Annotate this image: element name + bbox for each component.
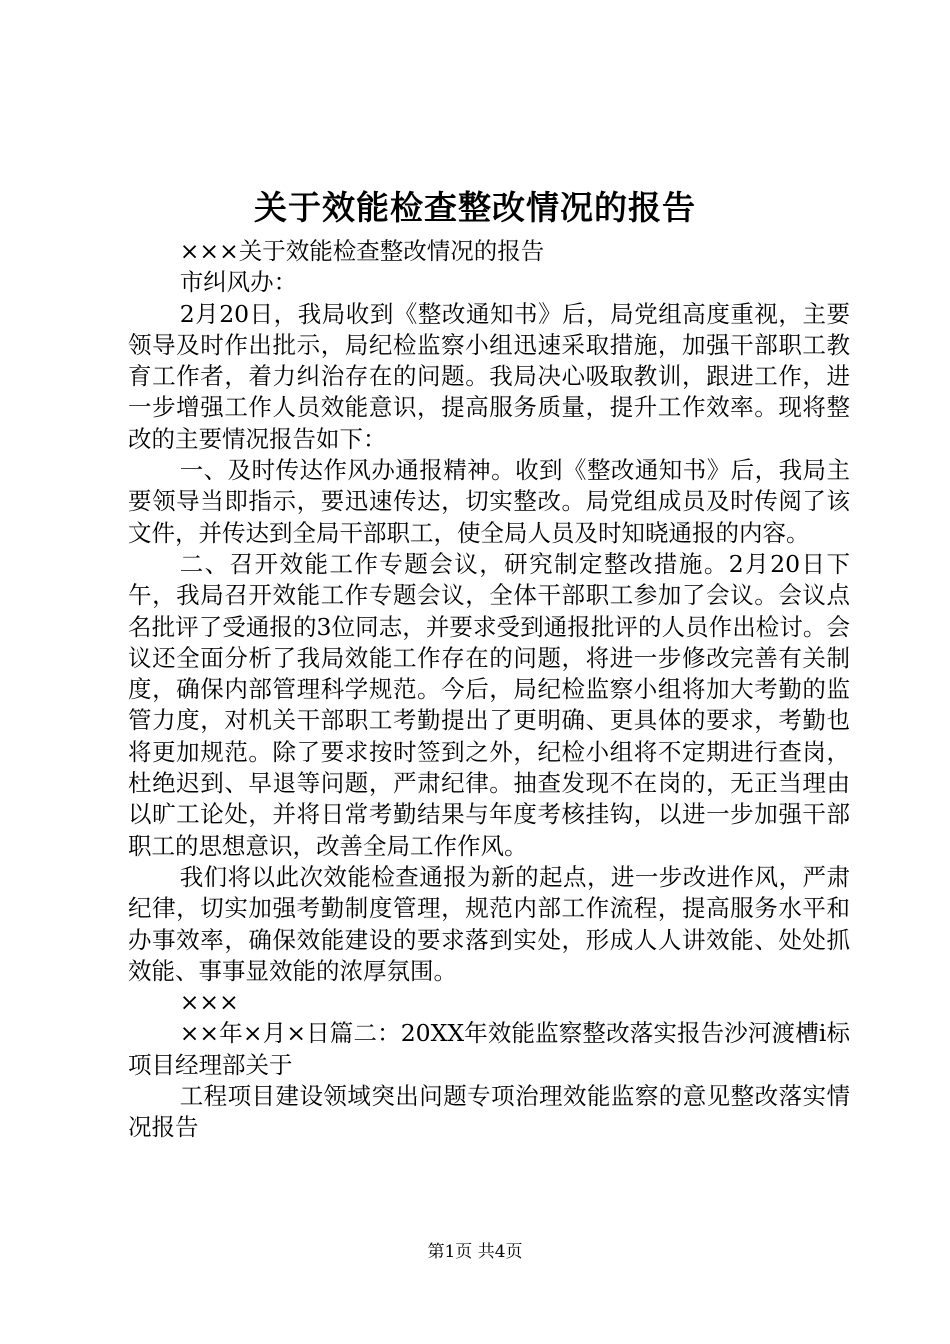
paragraph-signature: ××× bbox=[179, 988, 239, 1017]
paragraph-conclusion: 我们将以此次效能检查通报为新的起点，进一步改进作风，严肃纪律，切实加强考勤制度管理，规范内部工作流程，提高服务水平和办事效率，确保效能建设的要求落到实处，形成人人讲效能、处处抓效能、事事显效能的浓厚氛围。 bbox=[128, 862, 850, 985]
paragraph-part-two-title: 工程项目建设领域突出问题专项治理效能监察的意见整改落实情况报告 bbox=[128, 1082, 850, 1142]
page-indicator: 第1页 共4页 bbox=[427, 1242, 523, 1262]
paragraph-date-and-part-two: ××年×月×日篇二：20XX年效能监察整改落实报告沙河渡槽i标项目经理部关于 bbox=[128, 1019, 850, 1079]
paragraph-section-one: 一、及时传达作风办通报精神。收到《整改通知书》后，我局主要领导当即指示，要迅速传达，切实整改。局党组成员及时传阅了该文件，并传达到全局干部职工，使全局人员及时知晓通报的内容。 bbox=[128, 456, 850, 547]
document-body bbox=[128, 236, 850, 1144]
paragraph-intro: 2月20日，我局收到《整改通知书》后，局党组高度重视，主要领导及时作出批示，局纪检监察小组迅速采取措施，加强干部职工教育工作者，着力纠治存在的问题。我局决心吸取教训，跟进工作，进一步增强工作人员效能意识，提高服务质量，提升工作效率。现将整改的主要情况报告如下： bbox=[128, 299, 850, 453]
paragraph-section-two: 二、召开效能工作专题会议，研究制定整改措施。2月20日下午，我局召开效能工作专题会议，全体干部职工参加了会议。会议点名批评了受通报的3位同志，并要求受到通报批评的人员作出检讨。会议还全面分析了我局效能工作存在的问题，将进一步修改完善有关制度，确保内部管理科学规范。今后，局纪检监察小组将加大考勤的监管力度，对机关干部职工考勤提出了更明确、更具体的要求，考勤也将更加规范。除了要求按时签到之外，纪检小组将不定期进行查岗，杜绝迟到、早退等问题，严肃纪律。抽查发现不在岗的，无正当理由以旷工论处，并将日常考勤结果与年度考核挂钩，以进一步加强干部职工的思想意识，改善全局工作作风。 bbox=[128, 549, 850, 860]
paragraph-addressee: 市纠风办： bbox=[179, 268, 298, 297]
document-title: 关于效能检查整改情况的报告 bbox=[254, 188, 696, 227]
paragraph-report-heading: ×××关于效能检查整改情况的报告 bbox=[179, 237, 545, 265]
